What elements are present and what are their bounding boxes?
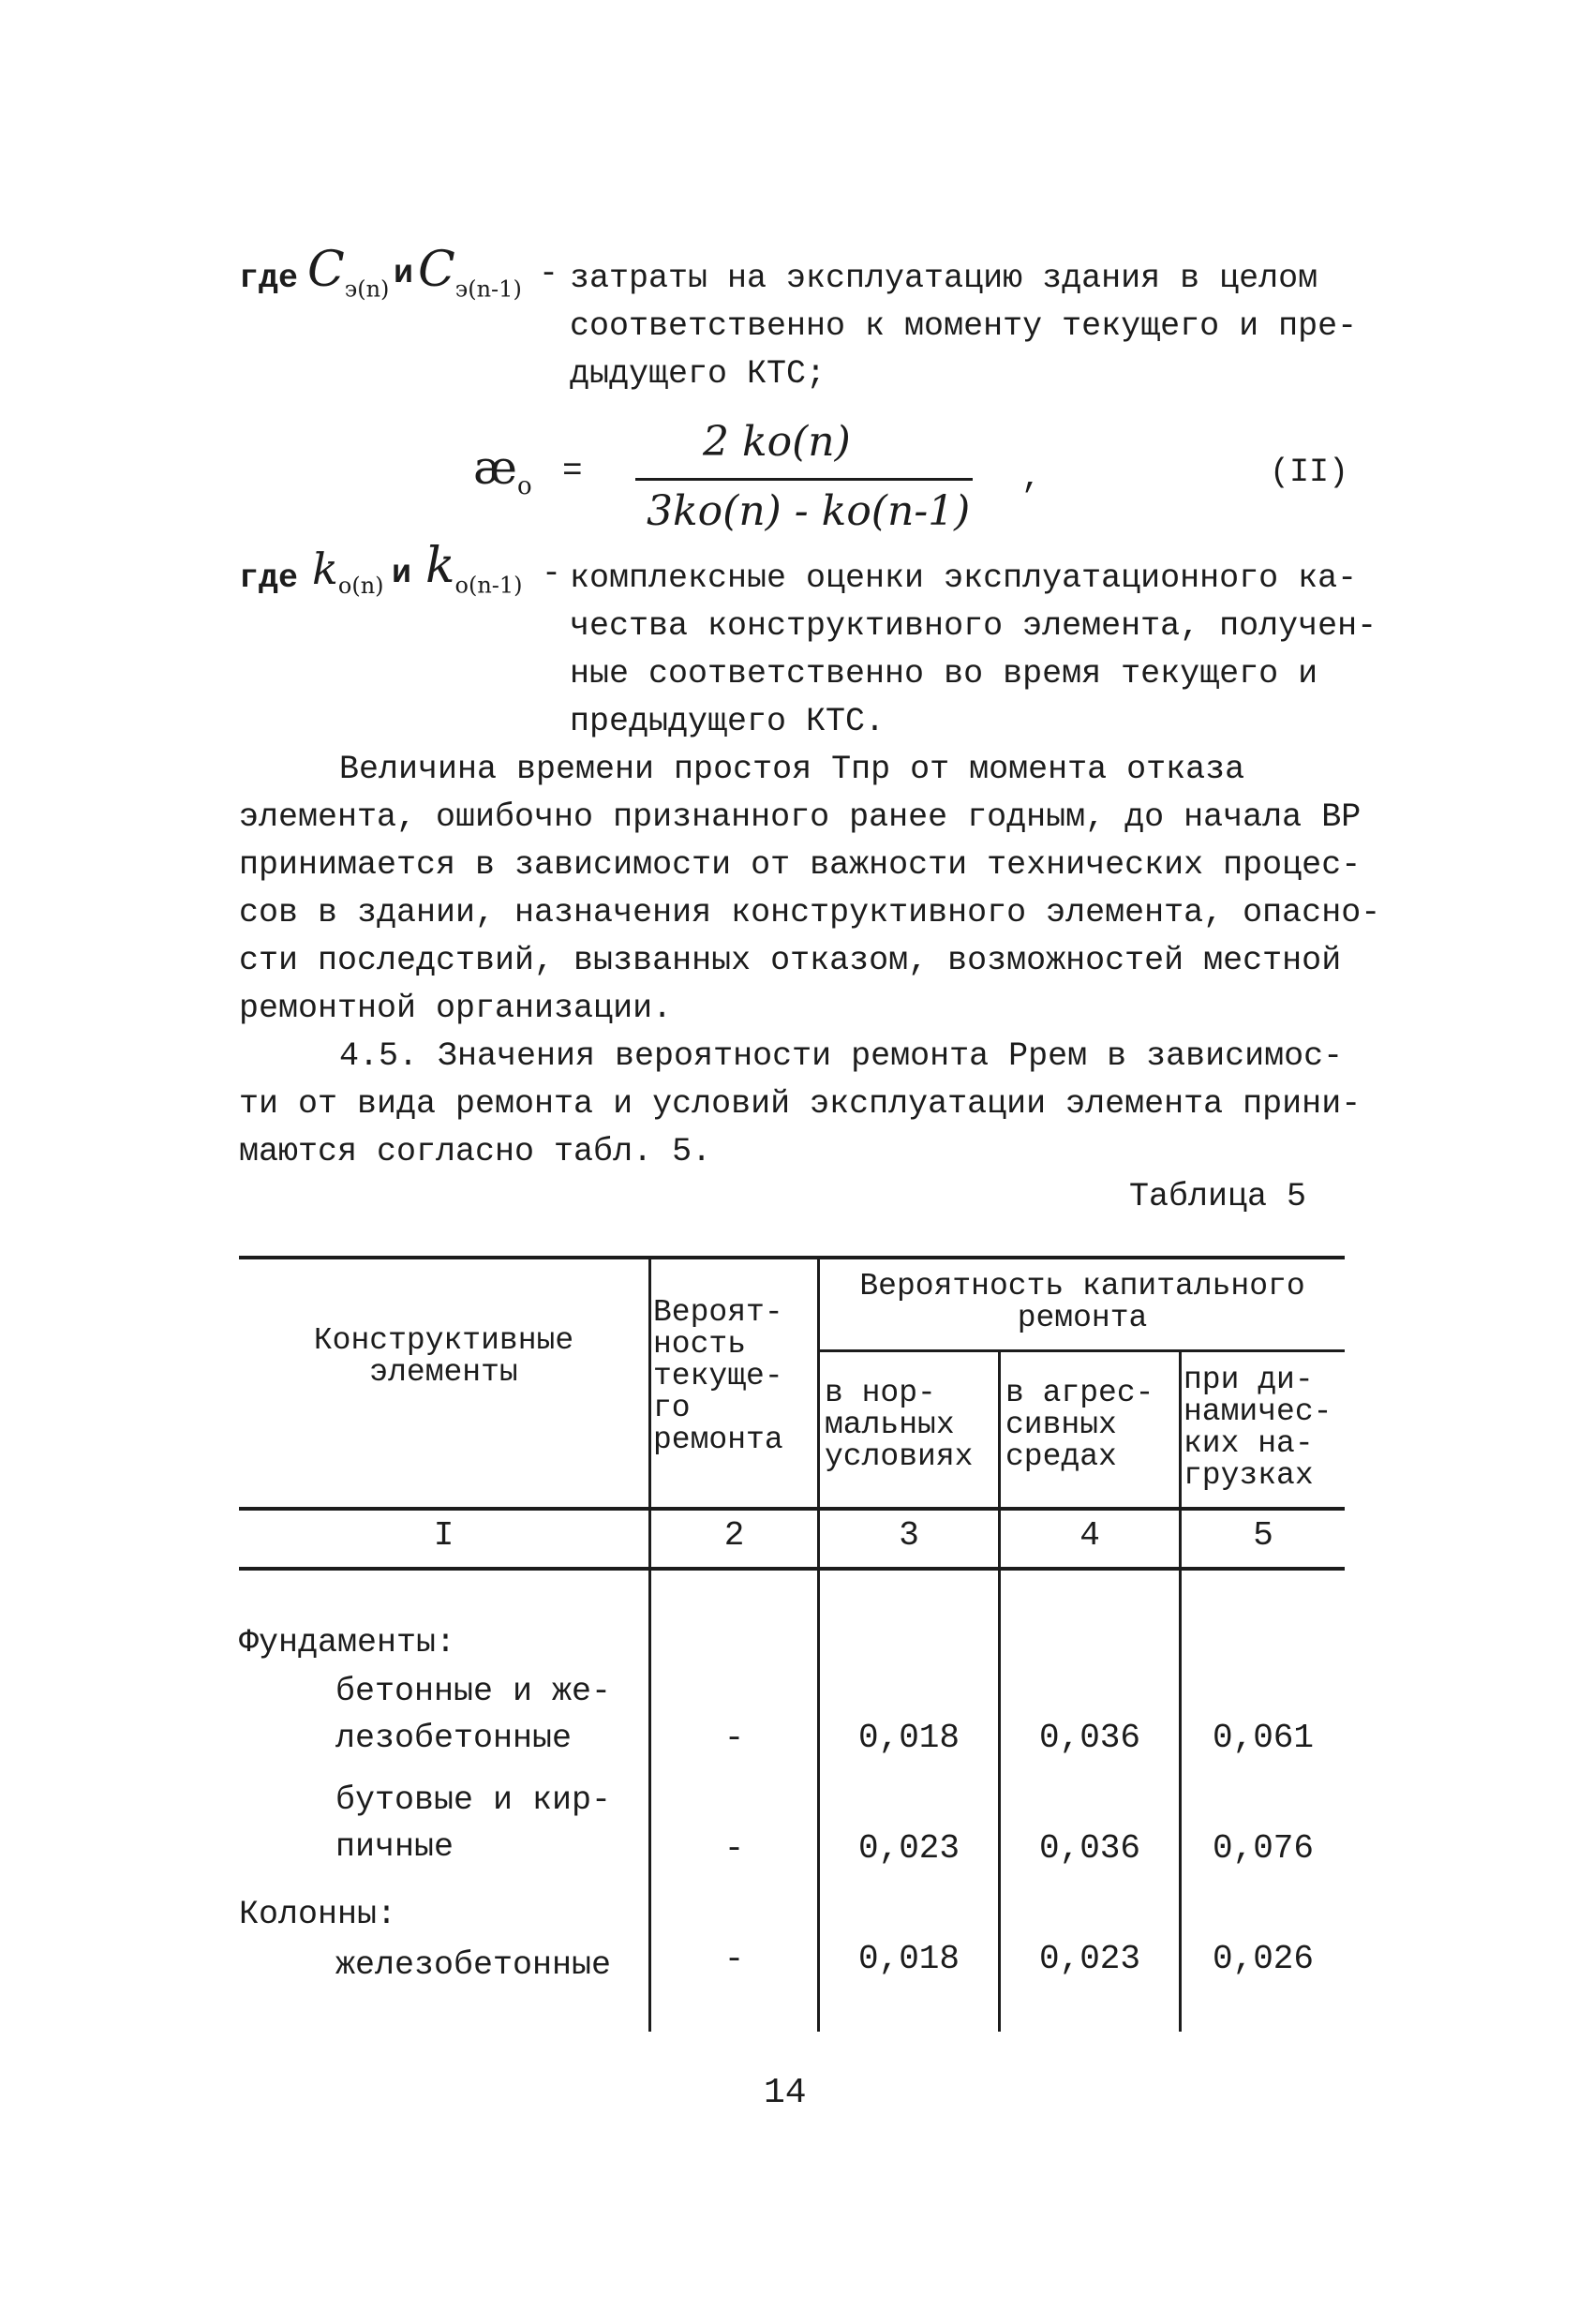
cell-dynamic: 0,026 (1212, 1940, 1315, 1978)
symbol-c-current: $C_{э(n)}$ (307, 242, 390, 303)
cell-aggressive: 0,023 (1038, 1940, 1141, 1978)
header-dynamic-loads: при ди- намичес- ких на- грузках (1184, 1363, 1332, 1493)
para1-line-6: ремонтной организации. (239, 990, 673, 1027)
symbol-k-current: $k_{о(n)}$ (312, 544, 384, 600)
cell-current: - (723, 1829, 745, 1868)
col-number-1: I (433, 1516, 454, 1555)
def2-line-2: чества конструктивного элемента, получен- (570, 607, 1377, 645)
header-normal-conditions: в нор- мальных условиях (825, 1376, 974, 1474)
col-number-5: 5 (1253, 1516, 1273, 1555)
para1-line-5: сти последствий, вызванных отказом, возможностей местной (239, 942, 1342, 979)
fraction-bar (635, 478, 973, 481)
para1-line-3: принимается в зависимости от важности технических процес- (239, 846, 1362, 884)
formula-number: (II) (1270, 454, 1349, 491)
header-capital-repair-group: Вероятность капитального ремонта (859, 1269, 1305, 1335)
col-divider-1 (648, 1256, 651, 2032)
cell-current: - (723, 1719, 745, 1757)
cell-aggressive: 0,036 (1038, 1719, 1141, 1757)
where-label-2: где (239, 559, 299, 597)
header-current-repair: Вероят- ность текуще- го ремонта (653, 1295, 783, 1457)
symbol-c-previous: $C_{э(n-1)}$ (418, 242, 522, 303)
def2-line-4: предыдущего КТС. (570, 703, 886, 740)
row-name-line: бетонные и же- (335, 1673, 612, 1710)
cell-dynamic: 0,076 (1212, 1829, 1315, 1868)
cell-normal: 0,018 (857, 1940, 960, 1978)
cell-normal: 0,018 (857, 1719, 960, 1757)
page-number: 14 (764, 2073, 807, 2113)
dash-2: - (542, 555, 562, 592)
col-divider-4 (1179, 1349, 1182, 2032)
col-number-2: 2 (723, 1516, 745, 1555)
col-divider-2 (817, 1256, 820, 2032)
formula-comma: , (1021, 459, 1042, 497)
formula-lhs: $æ_о$ (473, 440, 532, 500)
cell-dynamic: 0,061 (1212, 1719, 1315, 1757)
para1-line-4: сов в здании, назначения конструктивного элемента, опасно- (239, 894, 1381, 931)
cell-normal: 0,023 (857, 1829, 960, 1868)
cell-current: - (723, 1940, 745, 1978)
def1-line-2: соответственно к моменту текущего и пре- (570, 307, 1358, 345)
table-top-rule (239, 1256, 1345, 1259)
symbol-k-previous: $k_{о(n-1)}$ (425, 538, 523, 599)
row-name-line: бутовые и кир- (335, 1781, 612, 1819)
formula-denominator: 3kо(n) - kо(n-1) (647, 487, 971, 535)
formula-equals: = (562, 452, 583, 490)
row-name-line: пичные (335, 1828, 454, 1866)
def1-line-1: затраты на эксплуатацию здания в целом (570, 260, 1318, 297)
def2-line-1: комплексные оценки эксплуатационного ка- (570, 559, 1358, 597)
dash-1: - (539, 255, 559, 292)
row-name-line: лезобетонные (335, 1720, 573, 1757)
and-label-1: и (394, 255, 414, 292)
row-name-line: железобетонные (335, 1946, 612, 1984)
header-elements: Конструктивные элементы (313, 1323, 574, 1390)
table-caption: Таблица 5 (1129, 1178, 1307, 1215)
section-title-columns: Колонны: (239, 1896, 397, 1933)
cell-aggressive: 0,036 (1038, 1829, 1141, 1868)
header-aggressive-env: в агрес- сивных средах (1005, 1376, 1154, 1474)
and-label-2: и (392, 555, 412, 592)
col-number-3: 3 (899, 1516, 919, 1555)
def1-line-3: дыдущего КТС; (570, 355, 826, 393)
where-label-1: где (239, 260, 299, 297)
para1-line-2: элемента, ошибочно признанного ранее годным, до начала ВР (239, 798, 1362, 836)
group-header-rule (818, 1349, 1345, 1352)
formula-numerator: 2 kо(n) (703, 418, 851, 466)
col-number-4: 4 (1079, 1516, 1100, 1555)
para2-line-1: 4.5. Значения вероятности ремонта Pрем в зависимос- (339, 1037, 1344, 1075)
para2-line-3: маются согласно табл. 5. (239, 1133, 712, 1170)
section-title-foundations: Фундаменты: (239, 1624, 456, 1661)
def2-line-3: ные соответственно во время текущего и (570, 655, 1318, 693)
para2-line-2: ти от вида ремонта и условий эксплуатации элемента прини- (239, 1085, 1362, 1123)
col-divider-3 (998, 1349, 1001, 2032)
para1-line-1: Величина времени простоя Tпр от момента отказа (339, 751, 1245, 788)
